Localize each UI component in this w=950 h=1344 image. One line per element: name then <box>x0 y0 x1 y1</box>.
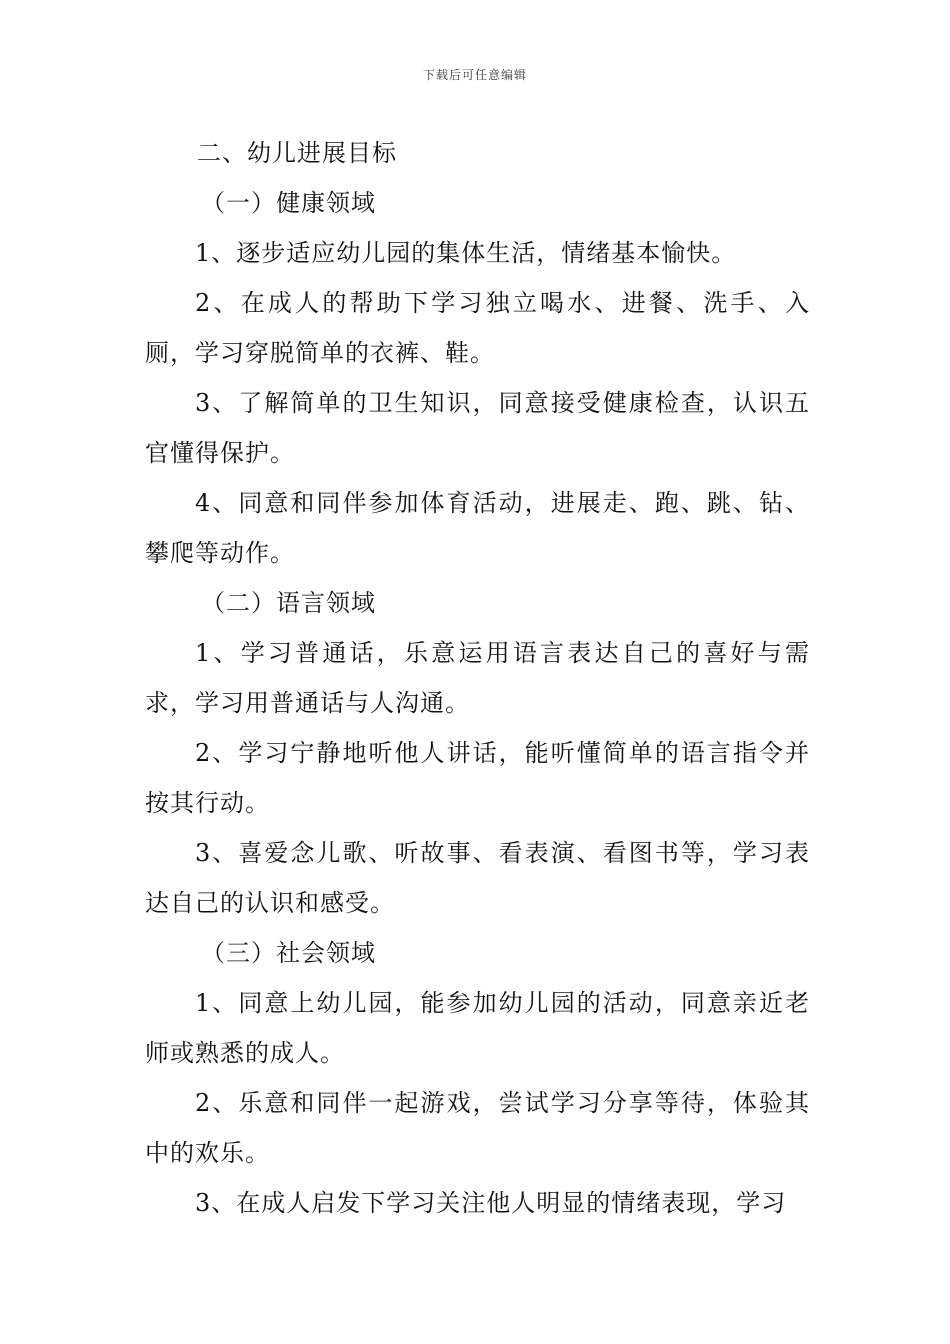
page-header: 下载后可任意编辑 <box>422 68 527 82</box>
health-goal-3: 3、了解简单的卫生知识，同意接受健康检查，认识五官懂得保护。 <box>145 389 810 467</box>
social-goal-2: 2、乐意和同伴一起游戏，尝试学习分享等待，体验其中的欢乐。 <box>145 1089 810 1167</box>
health-goal-2: 2、在成人的帮助下学习独立喝水、进餐、洗手、入厕，学习穿脱简单的衣裤、鞋。 <box>145 289 810 367</box>
section-title: 二、幼儿进展目标 <box>197 139 397 167</box>
social-goal-3: 3、在成人启发下学习关注他人明显的情绪表现，学习 <box>195 1189 787 1217</box>
social-goal-1: 1、同意上幼儿园，能参加幼儿园的活动，同意亲近老师或熟悉的成人。 <box>145 989 810 1067</box>
social-domain-heading: （三）社会领域 <box>201 939 376 967</box>
language-goal-1: 1、学习普通话，乐意运用语言表达自己的喜好与需求，学习用普通话与人沟通。 <box>145 639 810 717</box>
language-goal-3: 3、喜爱念儿歌、听故事、看表演、看图书等，学习表达自己的认识和感受。 <box>145 839 810 917</box>
health-goal-4: 4、同意和同伴参加体育活动，进展走、跑、跳、钻、攀爬等动作。 <box>145 489 810 567</box>
language-goal-2: 2、学习宁静地听他人讲话，能听懂简单的语言指令并按其行动。 <box>145 739 810 817</box>
health-goal-1: 1、逐步适应幼儿园的集体生活，情绪基本愉快。 <box>195 239 737 267</box>
language-domain-heading: （二）语言领域 <box>201 589 376 617</box>
document-body <box>145 128 810 1228</box>
health-domain-heading: （一）健康领域 <box>201 189 376 217</box>
